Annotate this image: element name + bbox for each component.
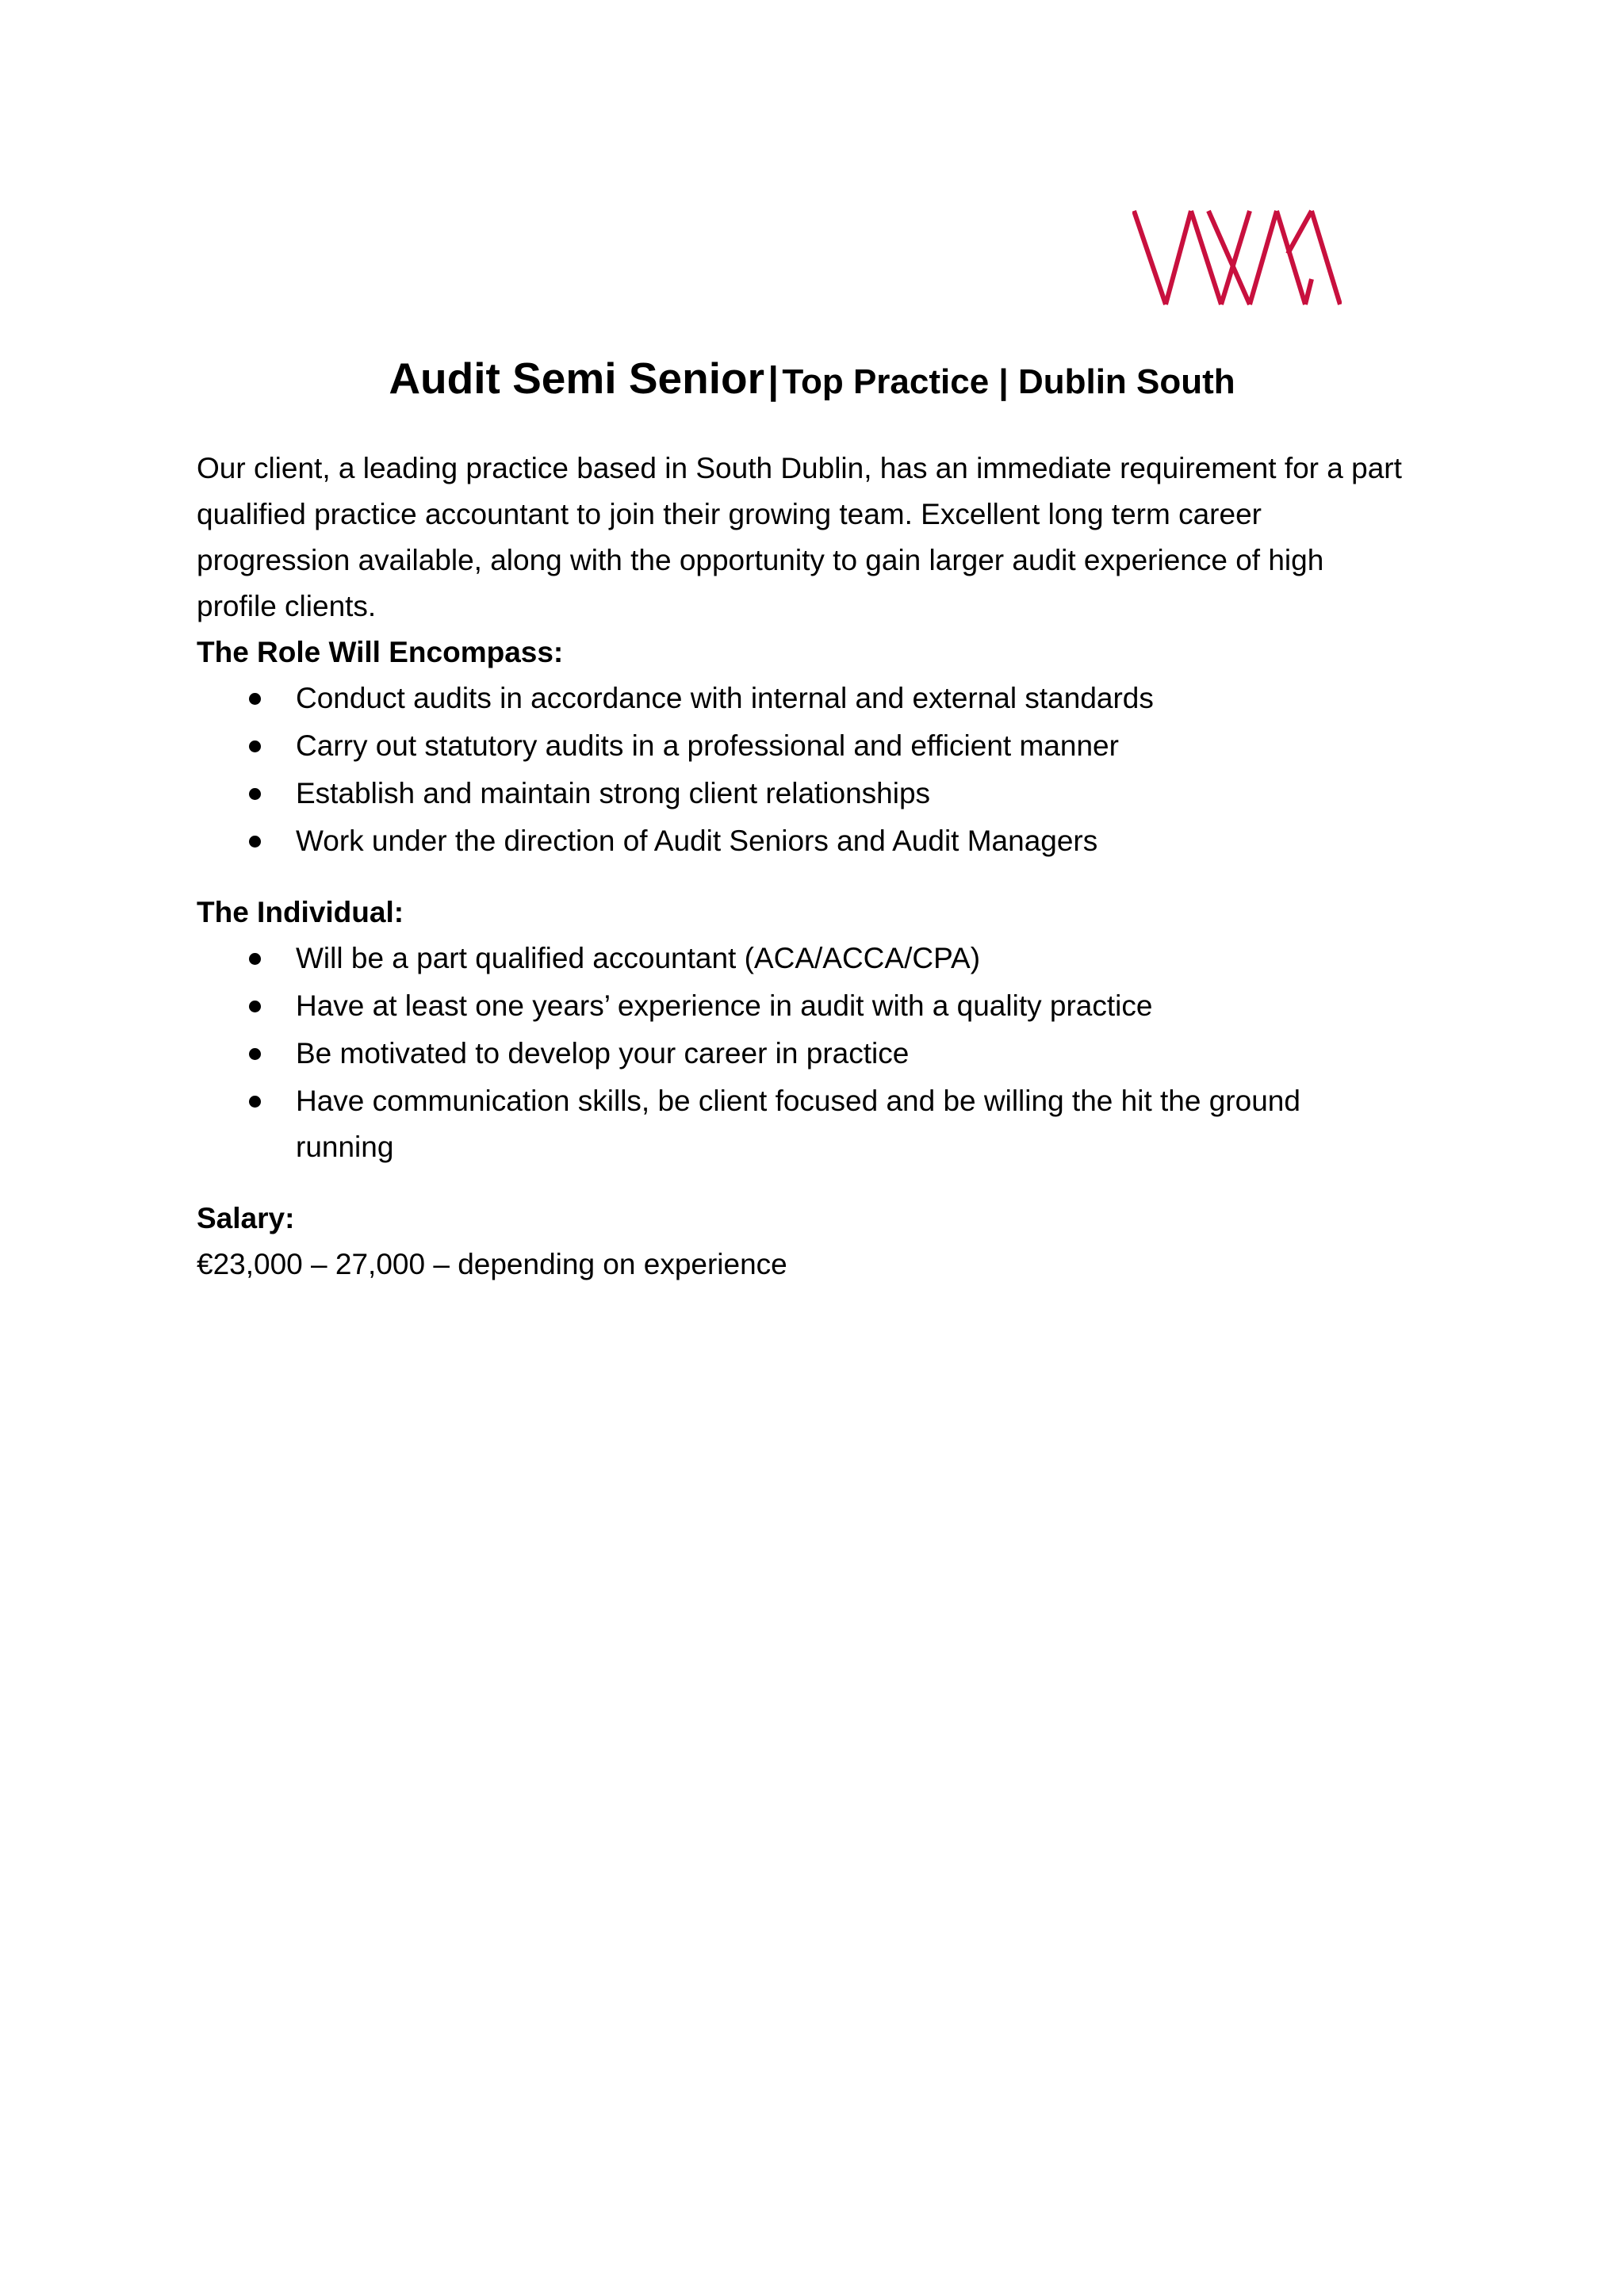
list-item-text: Work under the direction of Audit Seniors and Audit Managers bbox=[296, 825, 1098, 857]
bullet-icon bbox=[249, 740, 261, 752]
list-item bbox=[197, 771, 1402, 817]
page-title bbox=[0, 354, 1624, 403]
list-item bbox=[197, 983, 1402, 1029]
list-item-text: Will be a part qualified accountant (ACA/ACCA/CPA) bbox=[296, 942, 981, 974]
list-item-text: Have communication skills, be client focused and be willing the hit the ground running bbox=[296, 1085, 1300, 1163]
wm-logo bbox=[1132, 208, 1342, 308]
job-description bbox=[197, 446, 1402, 1288]
list-item-text: Establish and maintain strong client relationships bbox=[296, 777, 931, 809]
role-list bbox=[197, 675, 1402, 864]
bullet-icon bbox=[249, 1001, 261, 1012]
bullet-icon bbox=[249, 836, 261, 848]
list-item-text: Conduct audits in accordance with internal and external standards bbox=[296, 682, 1154, 714]
bullet-icon bbox=[249, 1096, 261, 1108]
list-item-text: Be motivated to develop your career in practice bbox=[296, 1037, 910, 1070]
role-heading: The Role Will Encompass: bbox=[197, 636, 564, 668]
salary-heading: Salary: bbox=[197, 1202, 295, 1234]
bullet-icon bbox=[249, 788, 261, 800]
individual-list bbox=[197, 936, 1402, 1170]
bullet-icon bbox=[249, 1048, 261, 1060]
intro-paragraph: Our client, a leading practice based in South Dublin, has an immediate requirement for a part qualified practice accountant to join their growing team. Excellent long term career progression available, along with the opportunity to gain larger audit experience of high profile clients. bbox=[197, 452, 1402, 622]
individual-heading: The Individual: bbox=[197, 896, 404, 928]
bullet-icon bbox=[249, 693, 261, 705]
salary-value: €23,000 – 27,000 – depending on experience bbox=[197, 1248, 787, 1280]
list-item bbox=[197, 723, 1402, 769]
list-item bbox=[197, 936, 1402, 982]
title-separator: | bbox=[768, 360, 779, 402]
list-item bbox=[197, 818, 1402, 864]
list-item bbox=[197, 1078, 1402, 1170]
list-item-text: Carry out statutory audits in a professional and efficient manner bbox=[296, 729, 1119, 762]
job-subtitle: Top Practice | Dublin South bbox=[782, 362, 1235, 401]
list-item bbox=[197, 675, 1402, 721]
list-item-text: Have at least one years’ experience in audit with a quality practice bbox=[296, 989, 1153, 1022]
job-title: Audit Semi Senior bbox=[389, 354, 765, 403]
bullet-icon bbox=[249, 953, 261, 965]
list-item bbox=[197, 1031, 1402, 1077]
